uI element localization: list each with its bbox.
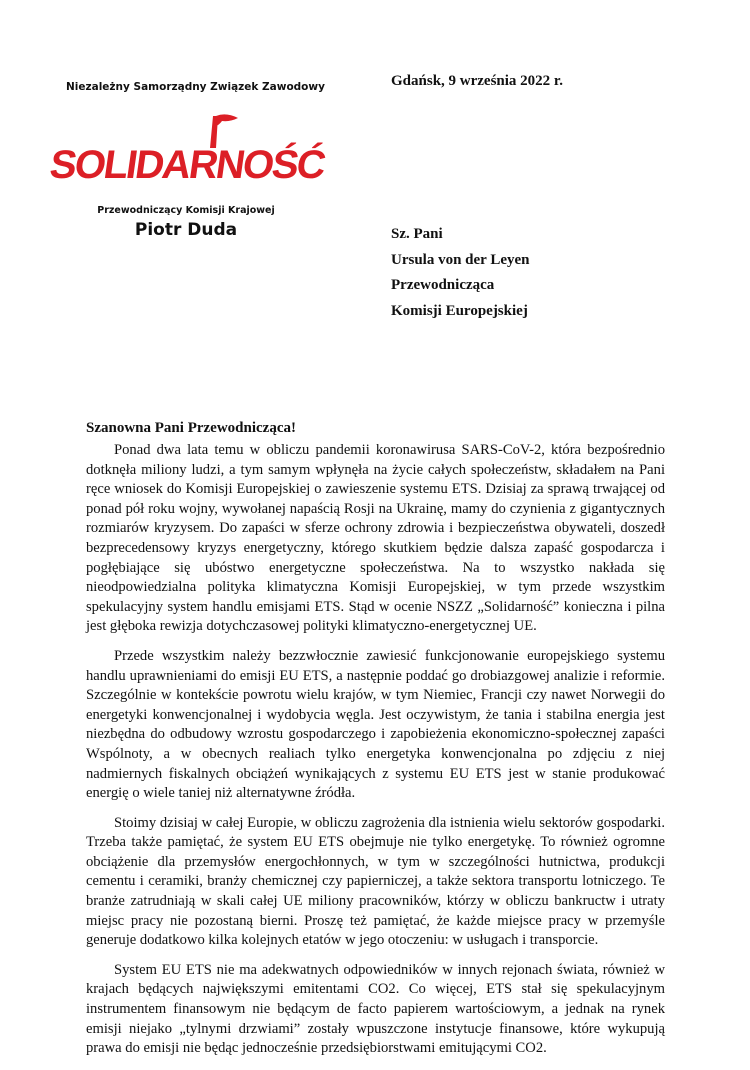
recipient-line: Sz. Pani (391, 226, 443, 242)
paragraph: System EU ETS nie ma adekwatnych odpowiedników w innych rejonach świata, również w krajach będących największymi emitentami CO2. Co więcej, ETS stał się spekulacyjnym instrumentem finansowym nie będącym de facto papierem wartościowym, a jednak na rynek emisji niejako „tylnymi drzwiami” zostały wpuszczone instytucje finansowe, które wykupują prawa do emisji nie będąc jednocześnie przedsiębiorstwami emitującymi CO2. (86, 961, 665, 1057)
paragraph: Stoimy dzisiaj w całej Europie, w obliczu zagrożenia dla istnienia wielu sektorów gospodarki. Trzeba także pamiętać, że system EU ETS obejmuje nie tylko energetykę. To również ogromne obciążenie dla przemysłów energochłonnych, w tym w szczególności hutnictwa, produkcji cementu i ceramiki, branży chemicznej czy papierniczej, a także sektora transportu lotniczego. Te branże zatrudniają w skali całej UE miliony pracowników, którzy w obliczu bankructw i utraty miejsc pracy nie pozostaną bierni. Proszę też pamiętać, że każde miejsce pracy w przemyśle generuje dodatkowo kilka kolejnych etatów w jego otoczeniu: w usługach i transporcie. (86, 814, 665, 949)
recipient-name: Ursula von der Leyen (391, 251, 530, 268)
chair-title: Przewodniczący Komisji Krajowej (97, 205, 275, 216)
paragraph: Przede wszystkim należy bezzwłocznie zawiesić funkcjonowanie europejskiego systemu handlu uprawnieniami do emisji EU ETS, a następnie poddać go drobiazgowej analizie i reformie. Szczególnie w kontekście powrotu wielu krajów, w tym Niemiec, Francji czy nawet Norwegii do energetyki konwencjonalnej i wydobycia węgla. Jest oczywistym, że tania i stabilna energia jest niezbędna do odbudowy wzrostu gospodarczego i zapobieżenia ekonomiczno-społecznej zapaści Wspólnoty, a w obecnych realiach tylko energetyka konwencjonalna po zdjęciu z niej nadmiernych fiskalnych obciążeń wynikających z systemu EU ETS jest w stanie produkować energię o wiele taniej niż alternatywne źródła. (86, 647, 665, 802)
svg-text:SOLIDARNOŚĆ: SOLIDARNOŚĆ (47, 142, 327, 187)
paragraph: Ponad dwa lata temu w obliczu pandemii koronawirusa SARS-CoV-2, która bezpośrednio dotknęła miliony ludzi, a tym samym wpłynęła na życie całych społeczeństw, składałem na Pani ręce wniosek do Komisji Europejskiej o zawieszenie systemu ETS. Dzisiaj za sprawą trwającej od ponad pół roku wojny, wywołanej napaścią Rosji na Ukrainę, mamy do czynienia z gigantycznych rozmiarów kryzysem. Do zapaści w sferze ochrony zdrowia i bezpieczeństwa obywateli, doszedł bezprecedensowy kryzys energetyczny, którego skutkiem będzie dalsza zapaść gospodarcza i pogłębiające się ubóstwo energetyczne społeczeństwa. Na to wszystko nakłada się nieodpowiedzialna polityka klimatyczna Komisji Europejskiej, w tym przede wszystkim spekulacyjny system handlu emisjami ETS. Stąd w ocenie NSZZ „Solidarność” konieczna i pilna jest głęboka rewizja dotychczasowej polityki klimatyczno-energetycznej UE. (86, 442, 665, 635)
place-date: Gdańsk, 9 września 2022 r. (391, 73, 563, 89)
organization-name: Niezależny Samorządny Związek Zawodowy (66, 81, 325, 93)
salutation: Szanowna Pani Przewodnicząca! (86, 420, 296, 436)
recipient-position: Przewodnicząca (391, 277, 495, 293)
recipient-institution: Komisji Europejskiej (391, 302, 528, 319)
solidarnosc-logo (47, 108, 327, 190)
letter-body (86, 441, 665, 1069)
chair-name: Piotr Duda (134, 220, 238, 240)
recipient-block (391, 222, 529, 324)
